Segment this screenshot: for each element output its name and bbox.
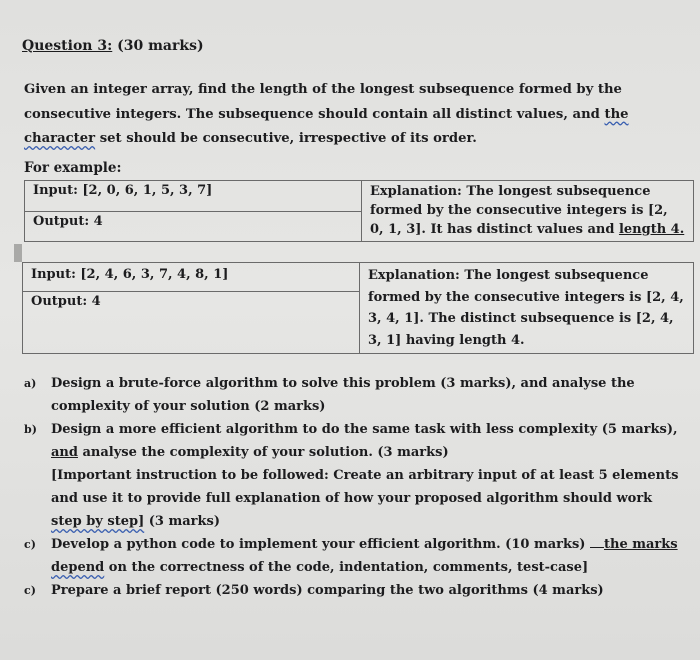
task-text-and: and	[51, 445, 78, 460]
example-2-input: Input: [2, 4, 6, 3, 7, 4, 8, 1]	[23, 263, 360, 292]
problem-text-underlined: the character	[24, 106, 629, 146]
task-item-a	[24, 372, 684, 418]
task-text: Design a brute-force algorithm to solve this problem (3 marks), and analyse the complexity of your solution (2 marks)	[51, 376, 635, 414]
example-table-1	[24, 180, 694, 242]
example-1-output: Output: 4	[25, 211, 362, 242]
question-marks: (30 marks)	[117, 38, 204, 54]
example-1-input: Input: [2, 0, 6, 1, 5, 3, 7]	[25, 181, 362, 212]
question-heading	[22, 38, 204, 54]
task-depend-word: depend	[51, 560, 105, 575]
task-text: Prepare a brief report (250 words) comparing the two algorithms (4 marks)	[51, 583, 604, 598]
gray-margin-mark	[14, 244, 22, 262]
example-1-explanation	[362, 181, 694, 242]
task-item-c	[24, 533, 684, 579]
task-instruction: [Important instruction to be followed: Create an arbitrary input of at least 5 elements and use it to provide full explanation of how your proposed algorithm should work	[51, 468, 679, 506]
example-table-2	[22, 262, 694, 354]
problem-text-part2: set should be consecutive, irrespective of its order.	[95, 131, 477, 146]
for-example-label: For example:	[24, 160, 122, 176]
example-1-explanation-underlined: length 4.	[618, 222, 685, 237]
task-marker: c)	[24, 538, 36, 551]
task-text: Develop a python code to implement your efficient algorithm. (10 marks)	[51, 537, 590, 552]
problem-statement	[24, 78, 674, 152]
task-instruction-end: (3 marks)	[144, 514, 220, 529]
blank-line	[590, 535, 604, 548]
task-marker: b)	[24, 423, 37, 436]
problem-text-part1: Given an integer array, find the length of the longest subsequence formed by the consecutive integers. The subsequence should contain all distinct values, and	[24, 82, 622, 122]
task-text-rest: on the correctness of the code, indentation, comments, test-case]	[104, 560, 589, 575]
task-instruction-underlined: step by step]	[51, 514, 145, 529]
example-2-explanation: Explanation: The longest subsequence formed by the consecutive integers is [2, 4, 3, 4, 1]. The distinct subsequence is [2, 4, 3, 1] having length 4.	[360, 263, 694, 354]
task-item-d	[24, 579, 684, 602]
task-marker: c)	[24, 584, 36, 597]
task-marker: a)	[24, 377, 37, 390]
task-marks-underlined: the marks	[603, 537, 678, 552]
example-1-explanation-text: Explanation: The longest subsequence formed by the consecutive integers is [2, 0, 1, 3]. It has distinct values and	[370, 184, 668, 237]
task-text-line1: Design a more efficient algorithm to do the same task with less complexity (5 marks),	[51, 422, 678, 437]
task-item-b	[24, 418, 684, 533]
task-text-line2: analyse the complexity of your solution. (3 marks)	[77, 445, 449, 460]
example-2-output: Output: 4	[23, 292, 360, 354]
question-number: Question 3:	[22, 38, 113, 54]
task-list	[24, 372, 684, 602]
